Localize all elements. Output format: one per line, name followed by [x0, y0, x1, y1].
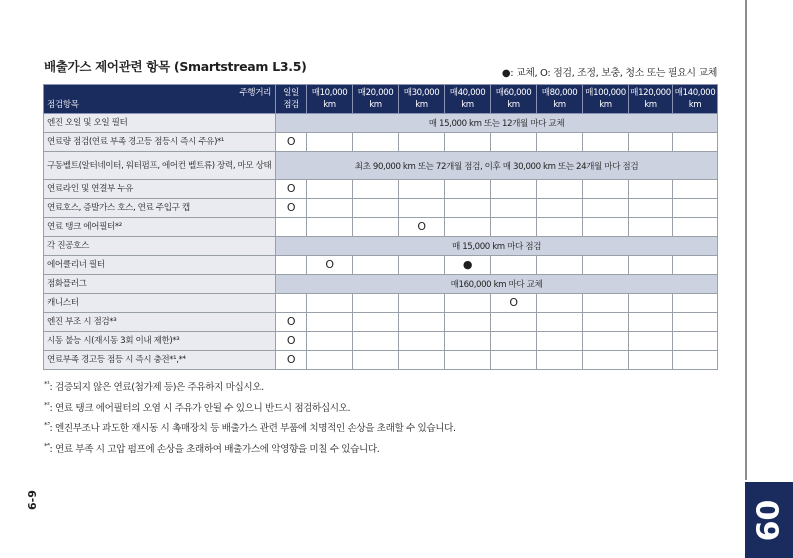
- row-interval-span: 매 15,000 km 마다 점검: [276, 237, 718, 256]
- table-row: [44, 152, 718, 180]
- footnote-3: $^{*^3}$: 엔진부조나 과도한 재시동 시 촉매장치 등 배출가스 관련 부품에 치명적인 손상을 초래할 수 있습니다.: [44, 421, 456, 435]
- replace-mark: ●: [462, 258, 473, 271]
- schedule-cell: [673, 313, 718, 332]
- schedule-cell: [399, 294, 445, 313]
- schedule-cell: [537, 180, 583, 199]
- table-row: [44, 237, 718, 256]
- schedule-cell: [276, 256, 307, 275]
- row-interval-span: 매160,000 km 마다 교체: [276, 275, 718, 294]
- header-col-40000: 매40,000 km: [445, 85, 491, 114]
- header-item-label: 점검항목: [47, 100, 79, 110]
- table-row: [44, 180, 718, 199]
- row-interval-span: 최초 90,000 km 또는 72개월 점검, 이후 매 30,000 km 또는 24개월 마다 점검: [276, 152, 718, 180]
- schedule-cell: [445, 218, 491, 237]
- schedule-cell: [353, 133, 399, 152]
- row-item-label: 연료 탱크 에어필터*²: [44, 218, 276, 237]
- schedule-cell: [491, 180, 537, 199]
- schedule-cell: [629, 256, 673, 275]
- table-row: [44, 275, 718, 294]
- schedule-cell: [537, 199, 583, 218]
- maintenance-schedule-table: [43, 84, 718, 370]
- footnote-2: $^{*^2}$: 연료 탱크 에어필터의 오염 시 주유가 안될 수 있으니 반드시 점검하십시오.: [44, 400, 351, 414]
- schedule-cell: [353, 313, 399, 332]
- table-row: [44, 199, 718, 218]
- schedule-cell: [399, 180, 445, 199]
- schedule-cell: [537, 256, 583, 275]
- schedule-cell: [399, 332, 445, 351]
- schedule-cell: [445, 180, 491, 199]
- header-col-140000: 매140,000 km: [673, 85, 718, 114]
- schedule-cell: [583, 199, 629, 218]
- table-row: [44, 351, 718, 370]
- row-item-label: 연료호스, 증발가스 호스, 연료 주입구 캡: [44, 199, 276, 218]
- table-body: [44, 114, 718, 370]
- schedule-cell: [399, 199, 445, 218]
- schedule-cell: [537, 332, 583, 351]
- inspect-mark: O: [286, 353, 296, 366]
- table-row: [44, 294, 718, 313]
- header-col-60000: 매60,000 km: [491, 85, 537, 114]
- schedule-cell: [276, 313, 307, 332]
- schedule-cell: [445, 313, 491, 332]
- table-row: [44, 218, 718, 237]
- schedule-cell: [673, 199, 718, 218]
- row-item-label: 시동 불능 시(재시동 3회 이내 제한)*³: [44, 332, 276, 351]
- schedule-cell: [307, 313, 353, 332]
- footnote-1: $^{*^1}$: 검증되지 않은 연료(첨가제 등)은 주유하지 마십시오.: [44, 380, 264, 394]
- schedule-cell: [445, 256, 491, 275]
- schedule-cell: [445, 199, 491, 218]
- inspect-mark: O: [286, 182, 296, 195]
- header-col-100000: 매100,000 km: [583, 85, 629, 114]
- header-distance-label: 주행거리: [239, 88, 271, 98]
- schedule-cell: [537, 313, 583, 332]
- schedule-cell: [673, 351, 718, 370]
- row-item-label: 연료라인 및 연결부 누유: [44, 180, 276, 199]
- table-row: [44, 313, 718, 332]
- schedule-cell: [583, 256, 629, 275]
- schedule-cell: [353, 199, 399, 218]
- schedule-cell: [491, 199, 537, 218]
- schedule-cell: [673, 218, 718, 237]
- schedule-cell: [276, 332, 307, 351]
- row-item-label: 캐니스터: [44, 294, 276, 313]
- schedule-cell: [583, 313, 629, 332]
- header-col-30000: 매30,000 km: [399, 85, 445, 114]
- schedule-cell: [307, 332, 353, 351]
- page-number: 6-9: [26, 490, 39, 510]
- schedule-cell: [673, 256, 718, 275]
- row-item-label: 연료량 점검(연료 부족 경고등 점등시 즉시 주유)*¹: [44, 133, 276, 152]
- schedule-cell: [629, 180, 673, 199]
- header-col-daily: 일일 점검: [276, 85, 307, 114]
- header-corner: [44, 85, 276, 114]
- schedule-cell: [583, 351, 629, 370]
- schedule-cell: [399, 256, 445, 275]
- schedule-cell: [537, 133, 583, 152]
- schedule-cell: [307, 294, 353, 313]
- symbol-legend: ●: 교체, O: 점검, 조정, 보충, 청소 또는 필요시 교체: [501, 68, 717, 79]
- row-item-label: 연료부족 경고등 점등 시 즉시 충전*¹,*⁴: [44, 351, 276, 370]
- schedule-cell: [629, 313, 673, 332]
- schedule-cell: [276, 351, 307, 370]
- row-item-label: 각 진공호스: [44, 237, 276, 256]
- row-item-label: 엔진 부조 시 점검*³: [44, 313, 276, 332]
- schedule-cell: [491, 218, 537, 237]
- schedule-cell: [445, 133, 491, 152]
- schedule-cell: [276, 199, 307, 218]
- inspect-mark: O: [286, 135, 296, 148]
- table-row: [44, 133, 718, 152]
- schedule-cell: [491, 256, 537, 275]
- schedule-cell: [353, 294, 399, 313]
- schedule-cell: [537, 351, 583, 370]
- schedule-cell: [353, 256, 399, 275]
- schedule-cell: [491, 294, 537, 313]
- schedule-cell: [353, 332, 399, 351]
- schedule-cell: [307, 218, 353, 237]
- schedule-cell: [629, 294, 673, 313]
- schedule-cell: [673, 332, 718, 351]
- schedule-cell: [445, 351, 491, 370]
- chapter-tab-number: 60: [751, 499, 787, 541]
- schedule-cell: [673, 133, 718, 152]
- schedule-cell: [276, 133, 307, 152]
- header-col-120000: 매120,000 km: [629, 85, 673, 114]
- header-col-80000: 매80,000 km: [537, 85, 583, 114]
- schedule-cell: [399, 351, 445, 370]
- schedule-cell: [445, 294, 491, 313]
- schedule-cell: [353, 180, 399, 199]
- schedule-cell: [399, 313, 445, 332]
- schedule-cell: [629, 351, 673, 370]
- table-row: [44, 256, 718, 275]
- schedule-cell: [353, 218, 399, 237]
- schedule-cell: [583, 294, 629, 313]
- row-item-label: 구동벨트(알터네이터, 워터펌프, 에어컨 벨트류) 장력, 마모 상태: [44, 152, 276, 180]
- table-row: [44, 332, 718, 351]
- footnotes: [44, 376, 456, 459]
- schedule-cell: [537, 294, 583, 313]
- schedule-cell: [399, 218, 445, 237]
- schedule-cell: [629, 332, 673, 351]
- schedule-cell: [629, 133, 673, 152]
- schedule-cell: [583, 332, 629, 351]
- row-item-label: 엔진 오일 및 오일 필터: [44, 114, 276, 133]
- schedule-cell: [307, 351, 353, 370]
- schedule-cell: [307, 180, 353, 199]
- header-col-20000: 매20,000 km: [353, 85, 399, 114]
- row-item-label: 점화플러그: [44, 275, 276, 294]
- inspect-mark: O: [286, 334, 296, 347]
- schedule-cell: [583, 180, 629, 199]
- schedule-cell: [583, 133, 629, 152]
- schedule-cell: [353, 351, 399, 370]
- schedule-cell: [537, 218, 583, 237]
- inspect-mark: O: [286, 201, 296, 214]
- row-item-label: 에어클리너 필터: [44, 256, 276, 275]
- schedule-cell: [276, 294, 307, 313]
- schedule-cell: [673, 294, 718, 313]
- schedule-cell: [276, 218, 307, 237]
- inspect-mark: O: [509, 296, 518, 309]
- row-interval-span: 매 15,000 km 또는 12개월 마다 교체: [276, 114, 718, 133]
- schedule-cell: [307, 199, 353, 218]
- table-header-row: [44, 85, 718, 114]
- table-row: [44, 114, 718, 133]
- inspect-mark: O: [417, 220, 426, 233]
- footnote-4: $^{*^4}$: 연료 부족 시 고압 펌프에 손상을 초래하여 배출가스에 악영향을 미칠 수 있습니다.: [44, 442, 380, 456]
- inspect-mark: O: [325, 258, 334, 271]
- header-col-10000: 매10,000 km: [307, 85, 353, 114]
- schedule-cell: [399, 133, 445, 152]
- page-divider: [745, 0, 747, 480]
- schedule-cell: [307, 133, 353, 152]
- schedule-cell: [491, 313, 537, 332]
- section-title: 배출가스 제어관련 항목 (Smartstream L3.5): [44, 59, 307, 74]
- schedule-cell: [629, 218, 673, 237]
- schedule-cell: [629, 199, 673, 218]
- schedule-cell: [583, 218, 629, 237]
- schedule-cell: [491, 133, 537, 152]
- schedule-cell: [445, 332, 491, 351]
- schedule-cell: [276, 180, 307, 199]
- schedule-cell: [307, 256, 353, 275]
- schedule-cell: [673, 180, 718, 199]
- schedule-cell: [491, 332, 537, 351]
- inspect-mark: O: [286, 315, 296, 328]
- schedule-cell: [491, 351, 537, 370]
